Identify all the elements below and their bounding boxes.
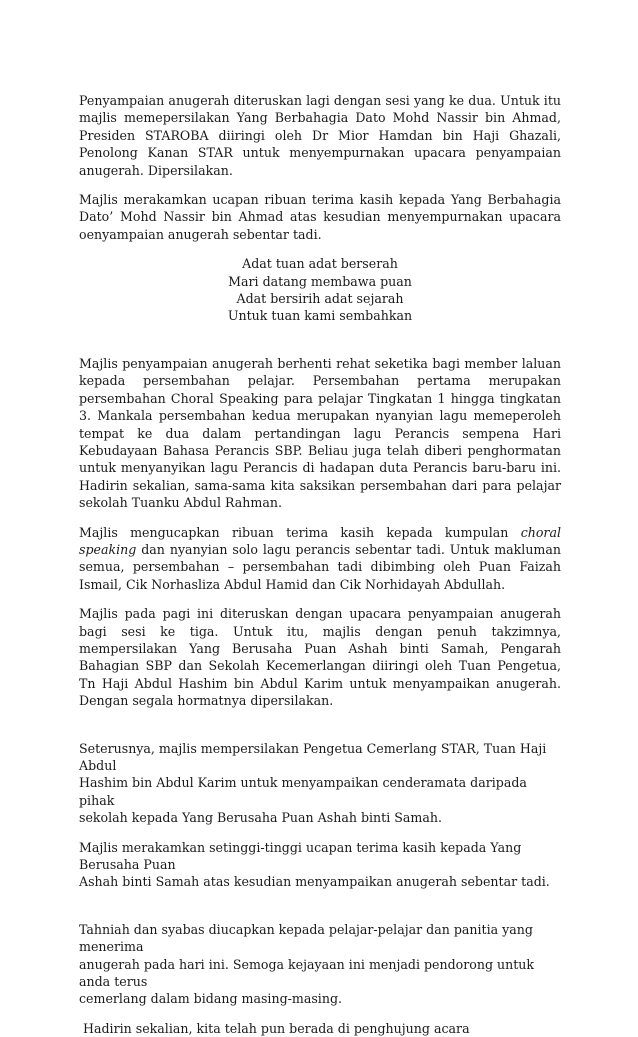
document-page <box>79 92 561 1037</box>
paragraph-souvenir <box>79 740 561 827</box>
text-line: anugerah pada hari ini. Semoga kejayaan ini menjadi pendorong untuk anda terus <box>79 956 535 990</box>
text-line: Tahniah dan syabas diucapkan kepada pelajar-pelajar dan panitia yang menerima <box>79 921 533 955</box>
paragraph-award-session-two: Penyampaian anugerah diteruskan lagi dengan sesi yang ke dua. Untuk itu majlis memepersilakan Yang Berbahagia Dato Mohd Nassir bin Ahmad, Presiden STAROBA diiringi oleh Dr Mior Hamdan bin Haji Ghazali, Penolong Kanan STAR untuk menyempurnakan upacara penyampaian anugerah. Dipersilakan. <box>79 93 561 178</box>
text-line: Hashim bin Abdul Karim untuk menyampaikan cenderamata daripada pihak <box>79 775 527 808</box>
text-line: sekolah kepada Yang Berusaha Puan Ashah binti Samah. <box>79 810 442 826</box>
text-segment: dan nyanyian solo lagu perancis sebentar tadi. Untuk makluman semua, persembahan – persembahan tadi dibimbing oleh Puan Faizah Ismail, Cik Norhasliza Abdul Hamid dan Cik Norhidayah Abdullah. <box>79 541 561 592</box>
poem-line: Adat tuan adat berserah <box>242 256 398 272</box>
poem-line: Untuk tuan kami sembahkan <box>227 308 413 324</box>
text-line: Ashah binti Samah atas kesudian menyampaikan anugerah sebentar tadi. <box>79 874 550 890</box>
italic-term: choral speaking <box>79 524 561 557</box>
poem-line: Adat bersirih adat sejarah <box>236 291 404 307</box>
paragraph-thanks-choral <box>79 524 561 594</box>
poem-pantun <box>79 255 561 325</box>
paragraph-award-session-three: Majlis pada pagi ini diteruskan dengan upacara penyampaian anugerah bagi sesi ke tiga. Untuk itu, majlis dengan penuh takzimnya, mempersilakan Yang Berusaha Puan Ashah binti Samah, Pengarah Bahagian SBP dan Sekolah Kecemerlangan diiringi oleh Tuan Pengetua, Tn Haji Abdul Hashim bin Abdul Karim untuk menyampaikan anugerah. Dengan segala hormatnya dipersilakan. <box>79 606 561 709</box>
paragraph-thanks-dato: Majlis merakamkan ucapan ribuan terima kasih kepada Yang Berbahagia Dato’ Mohd Nassir bin Ahmad atas kesudian menyempurnakan upacara oenyampaian anugerah sebentar tadi. <box>79 192 561 242</box>
paragraph-student-performance: Majlis penyampaian anugerah berhenti rehat seketika bagi member laluan kepada persembahan pelajar. Persembahan pertama merupakan persembahan Choral Speaking para pelajar Tingkatan 1 hingga tingkatan 3. Mankala persembahan kedua merupakan nyanyian lagu memeperoleh tempat ke dua dalam pertandingan lagu Perancis sempena Hari Kebudayaan Bahasa Perancis SBP. Beliau juga telah diberi penghormatan untuk menyanyikan lagu Perancis di hadapan duta Perancis baru-baru ini. Hadirin sekalian, sama-sama kita saksikan persembahan dari para pelajar sekolah Tuanku Abdul Rahman. <box>79 355 561 511</box>
paragraph-closing: Hadirin sekalian, kita telah pun berada di penghujung acara <box>79 1020 470 1036</box>
text-line: Seterusnya, majlis mempersilakan Pengetua Cemerlang STAR, Tuan Haji Abdul <box>79 740 547 773</box>
paragraph-congratulations <box>79 921 561 1008</box>
text-line: Majlis merakamkan setinggi-tinggi ucapan terima kasih kepada Yang Berusaha Puan <box>79 839 522 873</box>
text-line: cemerlang dalam bidang masing-masing. <box>79 991 343 1007</box>
paragraph-thanks-puan <box>79 839 561 891</box>
text-segment: Majlis mengucapkan ribuan terima kasih kepada kumpulan <box>79 524 521 540</box>
poem-line: Mari datang membawa puan <box>228 273 412 289</box>
